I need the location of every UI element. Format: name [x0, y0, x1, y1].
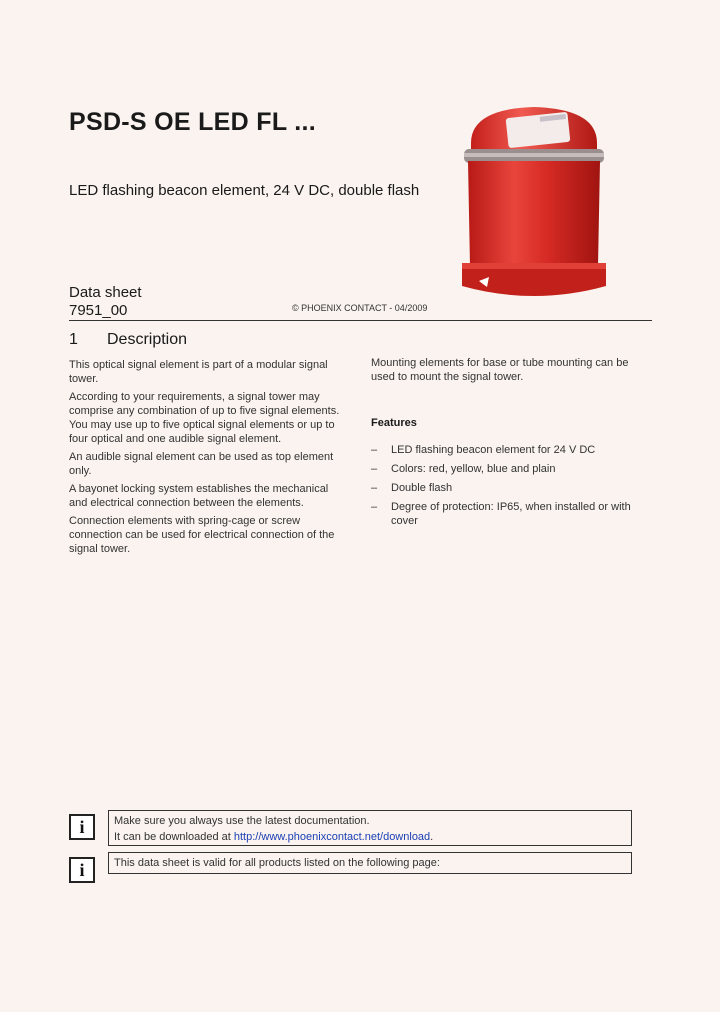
feature-item: – Degree of protection: IP65, when installed or with cover	[371, 501, 631, 527]
features-list	[371, 443, 644, 528]
info-icon: i	[69, 814, 95, 840]
info-icon: i	[69, 857, 95, 883]
section-title: Description	[107, 331, 188, 348]
feature-item: – Double flash	[371, 482, 453, 494]
note-text: Make sure you always use the latest documentation.	[114, 815, 370, 827]
note-text: It can be downloaded at http://www.phoenixcontact.net/download.	[114, 831, 434, 843]
bullet-dash: –	[371, 444, 378, 456]
document-number: 7951_00	[69, 302, 128, 319]
note-text: This data sheet is valid for all products listed on the following page:	[114, 857, 440, 869]
features-heading: Features	[371, 417, 417, 429]
section-number: 1	[69, 331, 78, 348]
documentation-note	[108, 810, 632, 846]
description-paragraph: This optical signal element is part of a modular signal tower.	[69, 359, 328, 385]
description-left-column	[69, 358, 346, 560]
document-title: PSD-S OE LED FL ...	[69, 108, 316, 136]
feature-item: – Colors: red, yellow, blue and plain	[371, 463, 556, 475]
description-paragraph: A bayonet locking system establishes the mechanical and electrical connection between the elements.	[69, 483, 329, 509]
bullet-dash: –	[371, 463, 378, 475]
description-paragraph: According to your requirements, a signal tower may comprise any combination of up to five signal elements. You may use up to five optical signal elements or up to four optical and one audible signal element.	[69, 391, 340, 445]
description-right-column	[371, 356, 644, 533]
validity-note	[108, 852, 632, 874]
mounting-paragraph: Mounting elements for base or tube mounting can be used to mount the signal tower.	[371, 357, 629, 383]
beacon-element-illustration	[459, 101, 609, 306]
product-image	[459, 101, 609, 311]
header-divider	[69, 320, 652, 321]
download-link[interactable]: http://www.phoenixcontact.net/download	[233, 831, 431, 843]
description-paragraph: An audible signal element can be used as top element only.	[69, 451, 334, 477]
document-subtitle: LED flashing beacon element, 24 V DC, double flash	[69, 182, 420, 199]
bullet-dash: –	[371, 501, 378, 513]
description-paragraph: Connection elements with spring-cage or screw connection can be used for electrical connection of the signal tower.	[69, 515, 335, 555]
copyright-notice: © PHOENIX CONTACT - 04/2009	[292, 303, 428, 313]
data-sheet-label: Data sheet	[69, 284, 142, 301]
feature-item: – LED flashing beacon element for 24 V DC	[371, 444, 596, 456]
bullet-dash: –	[371, 482, 378, 494]
